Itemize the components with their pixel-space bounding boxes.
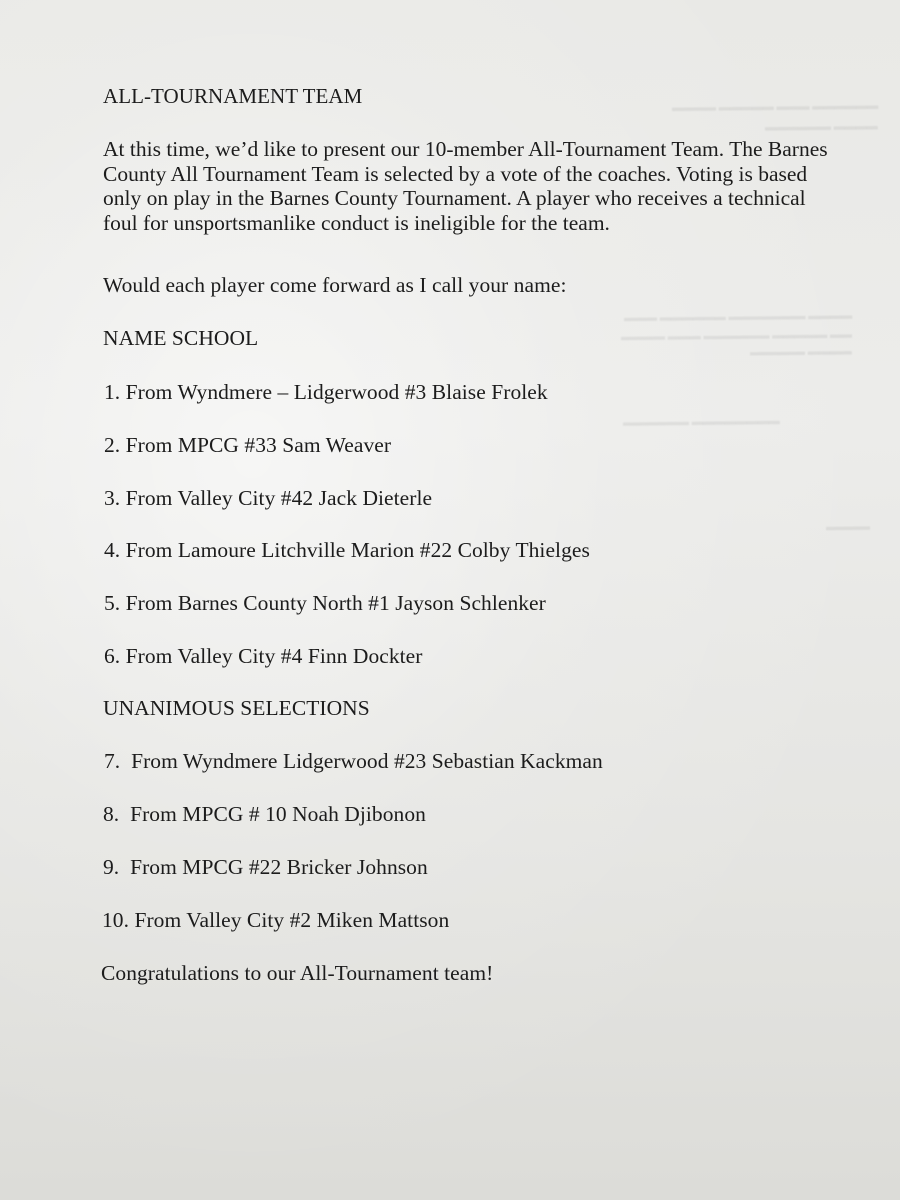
unanimous-selection-item: 7. From Wyndmere Lidgerwood #23 Sebastian Kackman (104, 749, 603, 773)
intro-line: County All Tournament Team is selected by a vote of the coaches. Voting is based (103, 161, 808, 186)
selection-item: 2. From MPCG #33 Sam Weaver (104, 433, 392, 457)
bleed-through-texture: ▬▬▬ ▬▬▬▬▬▬ ▬▬▬▬▬▬▬ ▬▬▬▬ (623, 309, 853, 325)
selection-item: 5. From Barnes County North #1 Jayson Schlenker (104, 591, 546, 615)
bleed-through-texture: ▬▬▬▬ ▬▬▬▬▬ ▬▬▬ ▬▬▬▬▬▬ (671, 99, 879, 115)
bleed-through-texture: ▬▬▬▬ ▬▬▬ ▬▬▬▬▬▬ ▬▬▬▬▬ ▬▬ (620, 328, 853, 344)
bleed-through-texture: ▬▬▬▬▬ ▬▬▬▬ (750, 345, 853, 359)
intro-paragraph (103, 137, 900, 235)
selection-item: 3. From Valley City #42 Jack Dieterle (104, 486, 433, 510)
selection-item: 1. From Wyndmere – Lidgerwood #3 Blaise Frolek (104, 380, 548, 404)
section-label-unanimous: UNANIMOUS SELECTIONS (103, 696, 370, 720)
selection-item: 6. From Valley City #4 Finn Dockter (104, 644, 423, 668)
closing-line: Congratulations to our All-Tournament team! (101, 961, 494, 985)
intro-line: only on play in the Barnes County Tournament. A player who receives a technical (103, 186, 806, 210)
call-forward-prompt: Would each player come forward as I call your name: (103, 273, 567, 297)
bleed-through-texture: ▬▬▬▬ (825, 520, 871, 534)
intro-line: foul for unsportsmanlike conduct is ineligible for the team. (103, 210, 610, 235)
unanimous-selection-item: 10. From Valley City #2 Miken Mattson (102, 908, 450, 932)
bleed-through-texture: ▬▬▬▬▬▬ ▬▬▬▬▬▬▬▬ (623, 415, 781, 429)
unanimous-selection-item: 8. From MPCG # 10 Noah Djibonon (103, 802, 426, 826)
intro-line: At this time, we’d like to present our 10-member All-Tournament Team. The Barnes (103, 137, 828, 161)
selection-item: 4. From Lamoure Litchville Marion #22 Colby Thielges (104, 538, 590, 562)
unanimous-selection-item: 9. From MPCG #22 Bricker Johnson (103, 855, 428, 879)
bleed-through-texture: ▬▬▬▬▬▬ ▬▬▬▬ (765, 120, 879, 134)
document-title: ALL-TOURNAMENT TEAM (103, 84, 363, 108)
section-label-name-school: NAME SCHOOL (103, 326, 259, 350)
